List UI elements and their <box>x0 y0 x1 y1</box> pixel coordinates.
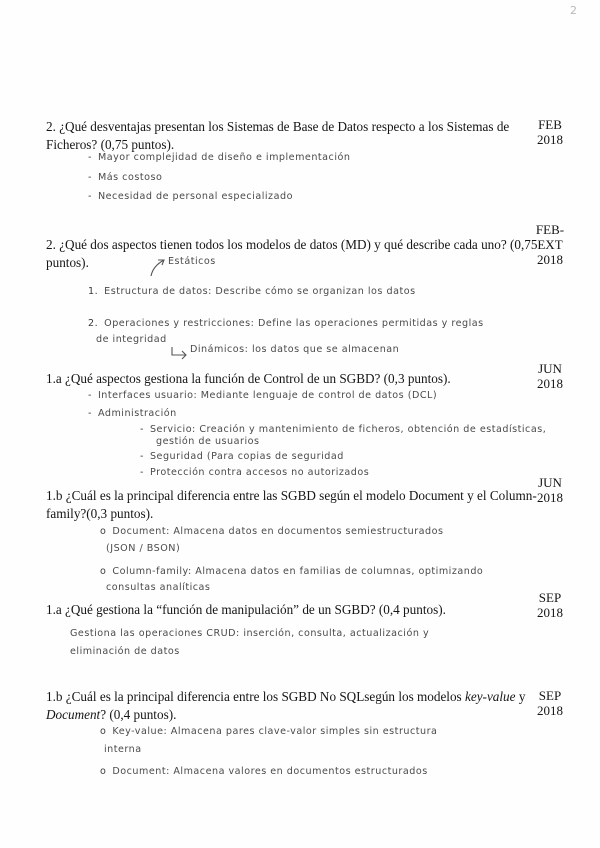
answer-line <box>168 256 216 267</box>
exam-date-tag <box>522 117 578 147</box>
answer-text: Dinámicos: los datos que se almacenan <box>190 344 400 355</box>
question-line: 2. ¿Qué dos aspectos tienen todos los modelos de datos (MD) y qué describe cada uno? (0,75 <box>46 237 538 252</box>
answer-line <box>106 582 210 593</box>
tag-line: SEP <box>538 590 562 605</box>
answer-line <box>100 566 483 577</box>
question-4 <box>46 487 537 523</box>
italic-term: key-value <box>465 689 516 704</box>
answer-line <box>190 344 399 355</box>
question-line: 1.a ¿Qué gestiona la “función de manipulación” de un SGBD? (0,4 puntos). <box>46 602 446 617</box>
question-5 <box>46 601 446 619</box>
page-number: 2 <box>570 4 577 17</box>
answer-text: eliminación de datos <box>70 646 180 657</box>
question-1 <box>46 118 509 154</box>
answer-text: Necesidad de personal especializado <box>97 191 293 202</box>
answer-text: consultas analíticas <box>106 582 211 593</box>
answer-line <box>106 543 180 554</box>
answer-text: Interfaces usuario: Mediante lenguaje de control de datos (DCL) <box>97 390 438 401</box>
answer-text: Estructura de datos: Describe cómo se organizan los datos <box>104 286 416 297</box>
bullet-mark: o <box>100 726 107 737</box>
tag-line: FEB- <box>535 222 565 237</box>
question-line: 2. ¿Qué desventajas presentan los Sistemas de Base de Datos respecto a los Sistemas de <box>46 119 510 134</box>
answer-line <box>96 334 167 345</box>
bullet-mark: o <box>100 566 107 577</box>
answer-text: Gestiona las operaciones CRUD: inserción, consulta, actualización y <box>70 628 430 639</box>
answer-text: Document: Almacena datos en documentos semiestructurados <box>112 526 444 537</box>
answer-text: Servicio: Creación y mantenimiento de ficheros, obtención de estadísticas, <box>149 424 547 435</box>
answer-line <box>70 628 429 639</box>
bullet-mark: o <box>100 766 107 777</box>
bullet-mark: - <box>88 152 92 163</box>
handwritten-arrow-icon <box>148 256 168 278</box>
answer-text: Key-value: Almacena pares clave-valor simples sin estructura <box>112 726 438 737</box>
bullet-mark: - <box>88 408 92 419</box>
question-2 <box>46 236 537 272</box>
question-text: y <box>515 689 526 704</box>
exam-date-tag <box>522 475 578 505</box>
question-line: 1.b ¿Cuál es la principal diferencia entre las SGBD según el modelo Document y el Column- <box>46 488 537 503</box>
question-line: 1.a ¿Qué aspectos gestiona la función de Control de un SGBD? (0,3 puntos). <box>46 371 451 386</box>
exam-date-tag <box>522 590 578 620</box>
answer-text: Protección contra accesos no autorizados <box>149 467 370 478</box>
answer-line <box>88 318 484 329</box>
tag-line: 2018 <box>537 376 563 391</box>
answer-text: interna <box>104 744 142 755</box>
bullet-mark: 1. <box>88 286 99 297</box>
bullet-mark: - <box>88 191 92 202</box>
answer-text: gestión de usuarios <box>156 436 260 447</box>
exam-date-tag <box>522 361 578 391</box>
answer-text: Seguridad (Para copias de seguridad <box>149 451 344 462</box>
answer-line <box>88 286 416 297</box>
bullet-mark: - <box>140 467 144 478</box>
bullet-mark: - <box>140 451 144 462</box>
bullet-mark: - <box>88 172 92 183</box>
answer-line <box>88 191 293 202</box>
tag-line: 2018 <box>537 252 563 267</box>
tag-line: 2018 <box>537 605 563 620</box>
answer-text: Operaciones y restricciones: Define las operaciones permitidas y reglas <box>104 318 484 329</box>
exam-date-tag <box>522 688 578 718</box>
question-line: Ficheros? (0,75 puntos). <box>46 137 175 152</box>
answer-line <box>88 172 162 183</box>
question-text: 1.b ¿Cuál es la principal diferencia entre los SGBD No SQLsegún los modelos <box>46 689 465 704</box>
tag-line: EXT <box>537 237 563 252</box>
bullet-mark: 2. <box>88 318 99 329</box>
answer-text: Column-family: Almacena datos en familias de columnas, optimizando <box>112 566 484 577</box>
bullet-mark: - <box>140 424 144 435</box>
answer-line <box>70 646 180 657</box>
question-line: puntos). <box>46 255 89 270</box>
handwritten-arrow-icon <box>170 346 188 360</box>
question-text: ? (0,4 puntos). <box>100 707 177 722</box>
answer-line <box>100 726 437 737</box>
answer-line <box>140 451 344 462</box>
answer-text: Estáticos <box>168 256 216 267</box>
answer-text: de integridad <box>96 334 167 345</box>
tag-line: 2018 <box>537 703 563 718</box>
answer-text: Mayor complejidad de diseño e implementación <box>97 152 351 163</box>
tag-line: 2018 <box>537 490 563 505</box>
question-3 <box>46 370 451 388</box>
answer-text: (JSON / BSON) <box>106 543 181 554</box>
answer-text: Document: Almacena valores en documentos estructurados <box>112 766 428 777</box>
answer-line <box>88 152 350 163</box>
tag-line: SEP <box>538 688 562 703</box>
answer-text: Administración <box>97 408 177 419</box>
answer-text: Más costoso <box>97 172 163 183</box>
tag-line: JUN <box>538 361 562 376</box>
question-line: family?(0,3 puntos). <box>46 506 154 521</box>
answer-line <box>140 467 369 478</box>
answer-line <box>88 390 437 401</box>
question-6 <box>46 688 525 724</box>
bullet-mark: o <box>100 526 107 537</box>
answer-line <box>156 436 259 447</box>
answer-line <box>140 424 546 435</box>
question-line <box>46 706 525 724</box>
answer-line <box>104 744 142 755</box>
answer-line <box>100 766 428 777</box>
answer-line <box>88 408 177 419</box>
tag-line: JUN <box>538 475 562 490</box>
bullet-mark: - <box>88 390 92 401</box>
answer-line <box>100 526 444 537</box>
exam-date-tag <box>522 222 578 267</box>
tag-line: FEB <box>538 117 562 132</box>
italic-term: Document <box>46 707 101 722</box>
tag-line: 2018 <box>537 132 563 147</box>
question-line <box>46 688 525 706</box>
